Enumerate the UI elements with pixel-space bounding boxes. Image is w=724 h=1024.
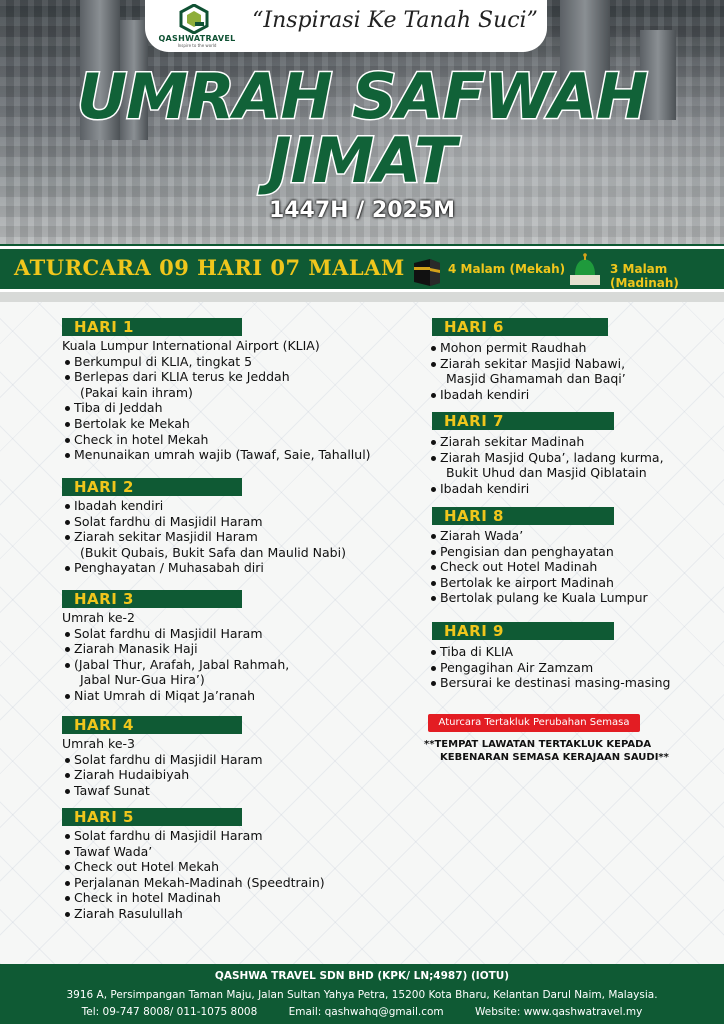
- list-item: Kuala Lumpur International Airport (KLIA): [62, 338, 320, 353]
- list-item: Check in hotel Mekah: [62, 432, 371, 448]
- list-item: (Pakai kain ihram): [80, 384, 193, 400]
- list-item: (Jabal Thur, Arafah, Jabal Rahmah,: [62, 657, 289, 673]
- list-item: Ziarah sekitar Masjid Nabawi,: [428, 356, 626, 372]
- title-umrah-safwah: UMRAH SAFWAH: [76, 60, 648, 133]
- day-8-heading: HARI 8: [432, 507, 614, 525]
- day-6-section: [432, 318, 608, 336]
- day-6-heading: HARI 6: [432, 318, 608, 336]
- day-3-heading: HARI 3: [62, 590, 242, 608]
- year-label: 1447H / 2025M: [268, 198, 456, 223]
- day-7-items: [428, 434, 664, 496]
- list-item: Bertolak pulang ke Kuala Lumpur: [428, 590, 648, 606]
- list-item: Ibadah kendiri: [62, 498, 346, 514]
- list-item: Check out Hotel Mekah: [62, 859, 325, 875]
- list-item: (Bukit Qubais, Bukit Safa dan Maulid Nabi): [80, 544, 346, 560]
- makkah-nights: 4 Malam (Mekah): [448, 262, 566, 276]
- list-item: Ibadah kendiri: [428, 387, 626, 403]
- list-item: Menunaikan umrah wajib (Tawaf, Saie, Tahallul): [62, 447, 371, 463]
- day-1-items: [62, 338, 371, 463]
- band-title: ATURCARA 09 HARI 07 MALAM: [14, 255, 405, 280]
- list-item: Ziarah Masjid Quba’, ladang kurma,: [428, 450, 664, 466]
- footer: [0, 964, 724, 1024]
- list-item: Solat fardhu di Masjidil Haram: [62, 626, 289, 642]
- list-item: Pengagihan Air Zamzam: [428, 660, 670, 676]
- list-item: Pengisian dan penghayatan: [428, 544, 648, 560]
- logo-name: QASHWATRAVEL: [158, 34, 236, 43]
- day-9-section: [432, 622, 614, 640]
- list-item: Bukit Uhud dan Masjid Qiblatain: [446, 465, 647, 481]
- day-5-section: [62, 808, 242, 826]
- list-item: Solat fardhu di Masjidil Haram: [62, 828, 325, 844]
- list-item: Niat Umrah di Miqat Ja’ranah: [62, 688, 289, 704]
- logo-tagline: Inspire to the world: [177, 43, 217, 48]
- header-banner: [0, 0, 724, 246]
- list-item: Ziarah sekitar Masjidil Haram: [62, 529, 346, 545]
- day-4-heading: HARI 4: [62, 716, 242, 734]
- list-item: Umrah ke-2: [62, 610, 135, 625]
- day-9-heading: HARI 9: [432, 622, 614, 640]
- visit-disclaimer: [424, 738, 674, 764]
- list-item: Bertolak ke Mekah: [62, 416, 371, 432]
- day-5-heading: HARI 5: [62, 808, 242, 826]
- day-7-section: [432, 412, 614, 430]
- list-item: Tawaf Wada’: [62, 844, 325, 860]
- list-item: Ziarah Wada’: [428, 528, 648, 544]
- telephone: Tel: 09-747 8008/ 011-1075 8008: [81, 1006, 258, 1018]
- list-item: Umrah ke-3: [62, 736, 135, 751]
- madinah-nights: 3 Malam (Madinah): [610, 262, 679, 290]
- list-item: Penghayatan / Muhasabah diri: [62, 560, 346, 576]
- divider-strip: [0, 292, 724, 302]
- list-item: Berlepas dari KLIA terus ke Jeddah: [62, 369, 371, 385]
- list-item: Solat fardhu di Masjidil Haram: [62, 514, 346, 530]
- title-jimat: JIMAT: [268, 124, 456, 197]
- day-7-heading: HARI 7: [432, 412, 614, 430]
- disclaimer-line-1: **TEMPAT LAWATAN TERTAKLUK KEPADA: [424, 739, 652, 750]
- list-item: Tiba di Jeddah: [62, 400, 371, 416]
- day-8-items: [428, 528, 648, 606]
- list-item: Mohon permit Raudhah: [428, 340, 626, 356]
- list-item: Ziarah Rasulullah: [62, 906, 325, 922]
- day-2-items: [62, 498, 346, 576]
- list-item: Ibadah kendiri: [428, 481, 664, 497]
- qashwa-logo-icon: [179, 4, 209, 34]
- list-item: Tawaf Sunat: [62, 783, 263, 799]
- day-5-items: [62, 828, 325, 922]
- schedule-change-badge: Aturcara Tertakluk Perubahan Semasa: [428, 714, 640, 732]
- disclaimer-line-2: KEBENARAN SEMASA KERAJAAN SAUDI**: [440, 752, 669, 763]
- day-3-section: [62, 590, 242, 608]
- green-dome-icon: [566, 253, 604, 287]
- list-item: Bersurai ke destinasi masing-masing: [428, 675, 670, 691]
- email: Email: qashwahq@gmail.com: [288, 1006, 444, 1018]
- day-1-section: [62, 318, 242, 336]
- day-4-items: [62, 736, 263, 798]
- day-2-heading: HARI 2: [62, 478, 242, 496]
- day-4-section: [62, 716, 242, 734]
- list-item: Berkumpul di KLIA, tingkat 5: [62, 354, 371, 370]
- list-item: Masjid Ghamamah dan Baqi’: [446, 371, 626, 387]
- company-address: 3916 A, Persimpangan Taman Maju, Jalan Sultan Yahya Petra, 15200 Kota Bharu, Kelantan Darul Naim, Malaysia.: [66, 989, 658, 1001]
- list-item: Check out Hotel Madinah: [428, 559, 648, 575]
- day-9-items: [428, 644, 670, 691]
- tagline: “Inspirasi Ke Tanah Suci”: [252, 8, 538, 33]
- day-3-items: [62, 610, 289, 704]
- schedule-band: [0, 246, 724, 292]
- company-name: QASHWA TRAVEL SDN BHD (KPK/ LN;4987) (IOTU): [214, 970, 510, 982]
- list-item: Ziarah sekitar Madinah: [428, 434, 664, 450]
- day-1-heading: HARI 1: [62, 318, 242, 336]
- list-item: Ziarah Manasik Haji: [62, 641, 289, 657]
- contact-info: [0, 1006, 724, 1018]
- day-6-items: [428, 340, 626, 402]
- list-item: Jabal Nur-Gua Hira’): [80, 672, 205, 688]
- list-item: Solat fardhu di Masjidil Haram: [62, 752, 263, 768]
- list-item: Tiba di KLIA: [428, 644, 670, 660]
- list-item: Perjalanan Mekah-Madinah (Speedtrain): [62, 875, 325, 891]
- list-item: Bertolak ke airport Madinah: [428, 575, 648, 591]
- day-8-section: [432, 507, 614, 525]
- logo-panel: [145, 0, 547, 52]
- list-item: Ziarah Hudaibiyah: [62, 767, 263, 783]
- website: Website: www.qashwatravel.my: [474, 1006, 643, 1018]
- kaaba-icon: [410, 255, 444, 287]
- list-item: Check in hotel Madinah: [62, 890, 325, 906]
- day-2-section: [62, 478, 242, 496]
